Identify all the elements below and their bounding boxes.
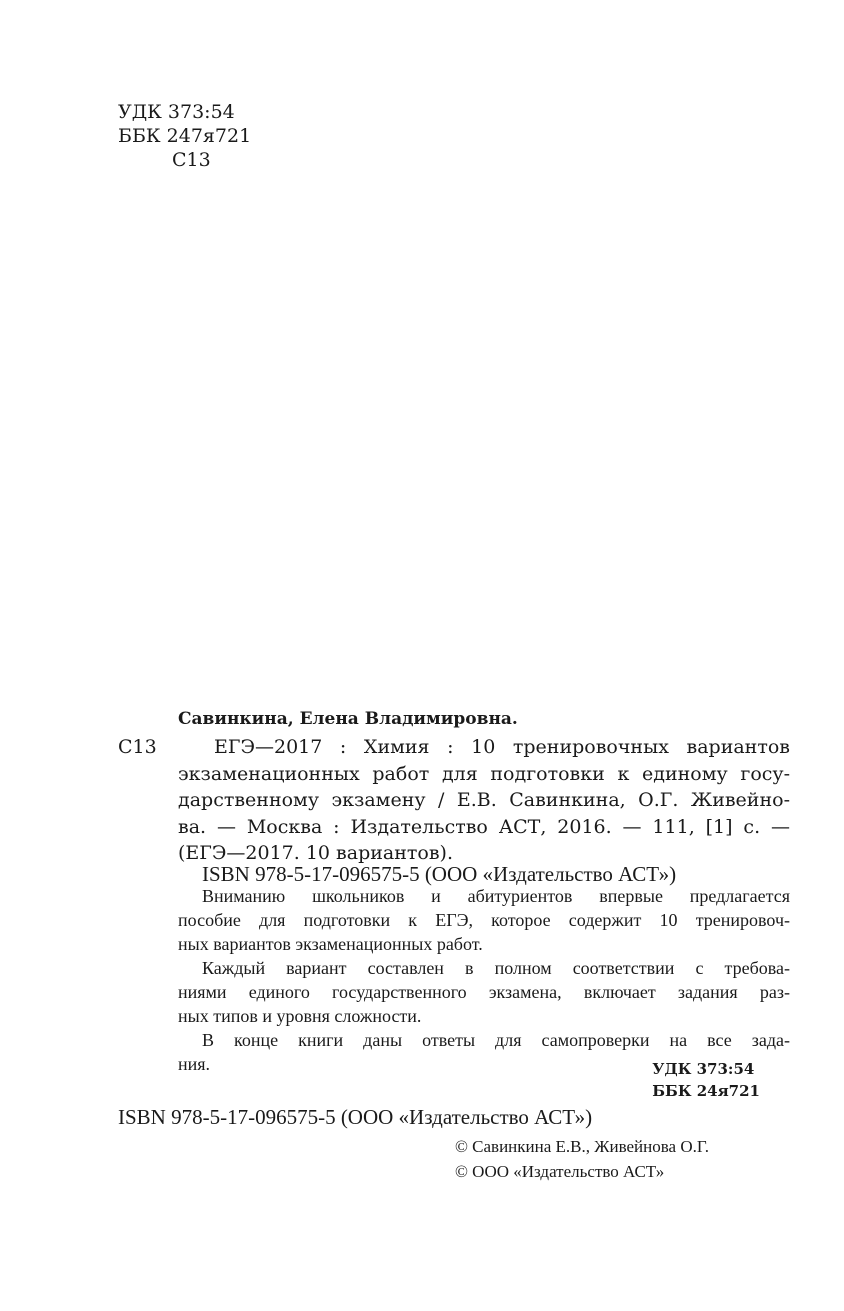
copyright-authors: © Савинкина Е.В., Живейнова О.Г.	[455, 1137, 710, 1156]
annotation-line: Вниманию школьников и абитуриентов впервые предлагается	[202, 886, 790, 906]
annotation-line: Каждый вариант составлен в полном соответствии с требова-	[202, 958, 790, 978]
bbk-code: ББК 247я721	[118, 125, 252, 147]
bib-line: дарственному экзамену / Е.В. Савинкина, О.Г. Живейно-	[178, 789, 790, 811]
bottom-classification-codes	[652, 1058, 760, 1102]
annotation-line: пособие для подготовки к ЕГЭ, которое содержит 10 тренировоч-	[178, 910, 790, 930]
annotation-line: ния.	[178, 1054, 211, 1074]
isbn-line: ISBN 978-5-17-096575-5 (ООО «Издательство АСТ»)	[118, 1105, 593, 1129]
cutter-code: С13	[172, 149, 211, 171]
bib-line: ЕГЭ—2017 : Химия : 10 тренировочных вариантов	[214, 736, 790, 758]
cutter-mark: С13	[118, 736, 157, 758]
bbk-code: ББК 24я721	[652, 1082, 760, 1100]
top-classification-codes	[118, 100, 251, 172]
annotation-line: ных типов и уровня сложности.	[178, 1006, 422, 1026]
author-heading: Савинкина, Елена Владимировна.	[178, 709, 518, 729]
annotation-line: В конце книги даны ответы для самопроверки на все зада-	[202, 1030, 790, 1050]
bib-line: (ЕГЭ—2017. 10 вариантов).	[178, 842, 453, 864]
copyright-publisher: © ООО «Издательство АСТ»	[455, 1162, 665, 1181]
bibliographic-description	[178, 734, 790, 867]
isbn-in-record: ISBN 978-5-17-096575-5 (ООО «Издательство АСТ»)	[202, 862, 677, 886]
annotation-line: ниями единого государственного экзамена, включает задания раз-	[178, 982, 790, 1002]
udk-code: УДК 373:54	[118, 101, 235, 123]
copyright-notice	[455, 1134, 709, 1184]
udk-code: УДК 373:54	[652, 1060, 755, 1078]
annotation-line: ных вариантов экзаменационных работ.	[178, 934, 483, 954]
bib-line: ва. — Москва : Издательство АСТ, 2016. — 111, [1] с. —	[178, 815, 790, 838]
annotation	[178, 884, 790, 1076]
bib-line: экзаменационных работ для подготовки к единому госу-	[178, 762, 790, 785]
